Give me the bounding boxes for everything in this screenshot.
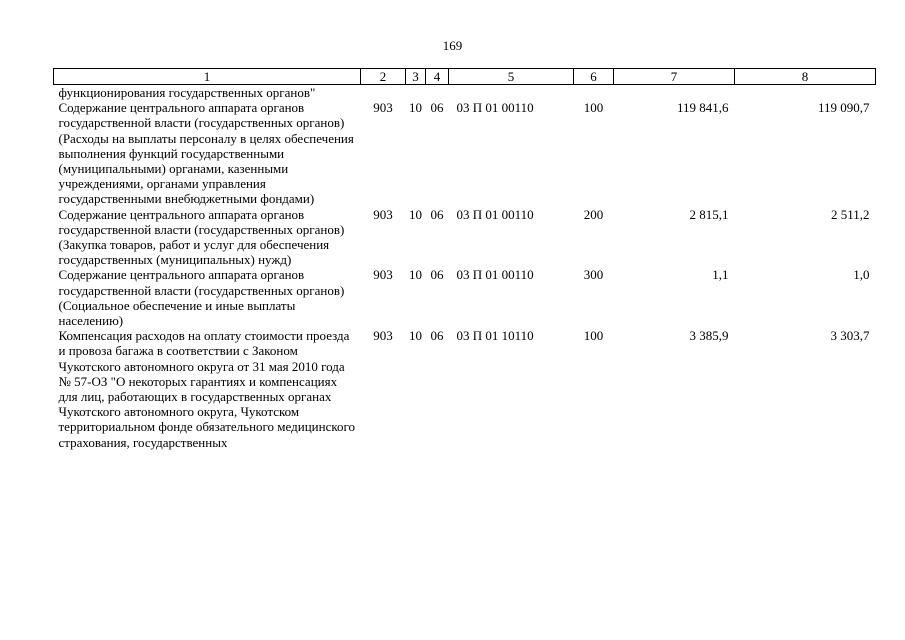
table-row-continuation	[54, 85, 876, 101]
column-header: 3	[406, 69, 426, 85]
row-amount-2: 1,0	[853, 267, 870, 283]
row-name: Содержание центрального аппарата органов государственной власти (государственных органов) (Расходы на выплаты персоналу в целях обеспечения выполнения функций государственными (муниципальными) органами, казенными учреждениями, органами управления государственными внебюджетными фондами)	[58, 100, 354, 207]
page-number: 169	[442, 38, 463, 53]
row-vr: 300	[583, 267, 604, 283]
row-gr: 903	[373, 206, 393, 222]
column-header: 5	[449, 69, 574, 85]
row-vr: 100	[583, 328, 604, 344]
row-amount-2: 119 090,7	[817, 100, 870, 116]
row-gr: 903	[373, 100, 393, 116]
row-rz: 10	[409, 328, 422, 344]
row-name: Содержание центрального аппарата органов государственной власти (государственных органов) (Социальное обеспечение и иные выплаты населению)	[58, 267, 345, 329]
table-row	[54, 328, 876, 450]
budget-table	[53, 68, 876, 450]
row-amount-1: 3 385,9	[689, 328, 729, 344]
row-rz: 10	[409, 100, 422, 116]
column-header: 1	[54, 69, 361, 85]
row-gr: 903	[373, 328, 393, 344]
column-header: 7	[614, 69, 735, 85]
row-pr: 06	[430, 206, 444, 222]
row-amount-2: 3 303,7	[830, 328, 870, 344]
row-amount-1: 119 841,6	[676, 100, 729, 116]
table-row	[54, 267, 876, 328]
row-vr: 100	[583, 100, 604, 116]
row-name: Содержание центрального аппарата органов государственной власти (государственных органов) (Закупка товаров, работ и услуг для обеспечения государственных (муниципальных) нужд)	[58, 206, 345, 268]
row-amount-1: 1,1	[712, 267, 729, 283]
row-gr: 903	[373, 267, 393, 283]
column-header: 4	[426, 69, 449, 85]
row-pr: 06	[430, 328, 444, 344]
table-row	[54, 207, 876, 268]
column-header: 6	[574, 69, 614, 85]
row-rz: 10	[409, 206, 422, 222]
row-csr: 03 П 01 00110	[456, 206, 534, 222]
table-row	[54, 100, 876, 206]
column-header: 2	[361, 69, 406, 85]
row-vr: 200	[583, 206, 604, 222]
row-name: Компенсация расходов на оплату стоимости проезда и провоза багажа в соответствии с Законом Чукотского автономного округа от 31 мая 2010 года № 57-ОЗ "О некоторых гарантиях и компенсациях для лиц, работающих в государственных органах Чукотского автономного округа, Чукотском территориальном фонде обязательного медицинского страхования, государственных	[58, 328, 355, 450]
row-pr: 06	[430, 100, 444, 116]
row-csr: 03 П 01 00110	[456, 267, 534, 283]
row-rz: 10	[409, 267, 422, 283]
row-amount-1: 2 815,1	[689, 206, 729, 222]
column-header: 8	[735, 69, 876, 85]
row-amount-2: 2 511,2	[830, 206, 870, 222]
row-csr: 03 П 01 00110	[456, 100, 534, 116]
row-csr: 03 П 01 10110	[456, 328, 534, 344]
row-pr: 06	[430, 267, 444, 283]
table-header-row	[54, 69, 876, 85]
row-name-continuation: функционирования государственных органов"	[58, 85, 316, 100]
